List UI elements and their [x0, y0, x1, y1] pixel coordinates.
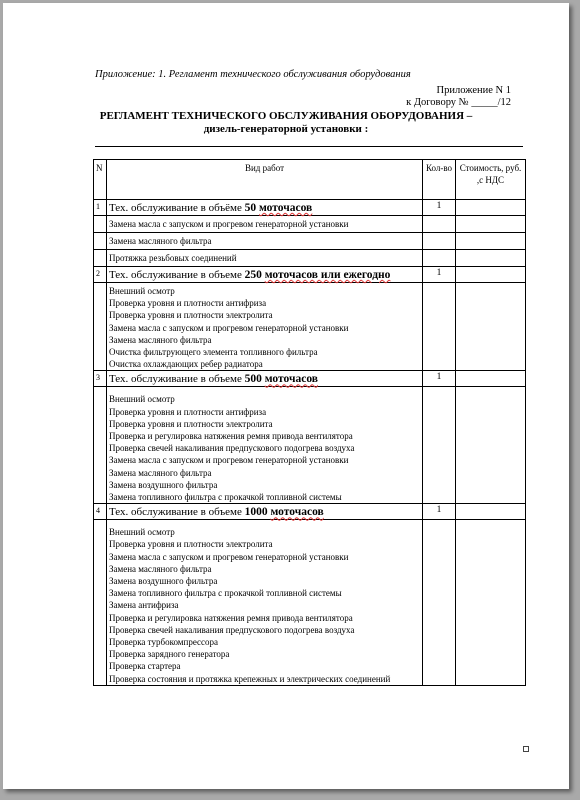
items-row	[94, 520, 526, 686]
header-rule	[95, 146, 523, 147]
work-item: Замена масляного фильтра	[107, 233, 423, 250]
work-item: Замена воздушного фильтра	[109, 479, 218, 490]
work-item: Внешний осмотр	[109, 286, 175, 296]
work-items-list	[107, 283, 423, 371]
work-item: Проверка уровня и плотности электролита	[109, 418, 273, 429]
item-number-cell	[94, 216, 107, 233]
item-row	[94, 233, 526, 250]
section-title	[107, 200, 423, 216]
section-title	[107, 267, 423, 283]
work-item: Проверка состояния и протяжка крепежных и электрических соединений	[109, 673, 391, 684]
work-item: Замена топливного фильтра с прокачкой топливной системы	[109, 492, 342, 503]
work-item: Внешний осмотр	[109, 394, 175, 405]
section-title-prefix: Тех. обслуживание в объёме	[109, 202, 245, 214]
appendix-note: Приложение: 1. Регламент технического обслуживания оборудования	[95, 69, 411, 80]
table-header-row	[94, 160, 526, 200]
work-item: Проверка свечей накаливания предпускового подогрева воздуха	[109, 443, 355, 454]
section-cost	[456, 267, 526, 283]
item-row	[94, 216, 526, 233]
section-title-unit: моточасов	[264, 373, 318, 386]
section-cost	[456, 200, 526, 216]
item-number-cell	[94, 250, 107, 267]
header-num: N	[94, 160, 107, 200]
item-quantity-cell	[423, 520, 456, 686]
work-item: Замена масла с запуском и прогревом генераторной установки	[109, 322, 349, 333]
section-number: 3	[94, 371, 107, 387]
paragraph-end-mark	[523, 746, 529, 752]
section-number: 1	[94, 200, 107, 216]
appendix-number: Приложение N 1	[436, 85, 511, 96]
work-item: Замена масла с запуском и прогревом генераторной установки	[109, 455, 349, 466]
work-item: Очистка фильтрующего элемента топливного фильтра	[109, 347, 318, 358]
document-title: РЕГЛАМЕНТ ТЕХНИЧЕСКОГО ОБСЛУЖИВАНИЯ ОБОРУДОВАНИЯ –	[99, 110, 473, 122]
header-work: Вид работ	[107, 160, 423, 200]
section-title-hours: 250	[244, 269, 265, 281]
item-number-cell	[94, 387, 107, 504]
document-page	[3, 3, 569, 789]
item-cost-cell	[456, 233, 526, 250]
item-cost-cell	[456, 520, 526, 686]
item-number-cell	[94, 520, 107, 686]
item-cost-cell	[456, 250, 526, 267]
section-quantity: 1	[423, 371, 456, 387]
section-row	[94, 200, 526, 216]
work-item: Замена масла с запуском и прогревом генераторной установки	[107, 216, 423, 233]
item-cost-cell	[456, 216, 526, 233]
work-item: Очистка охлаждающих ребер радиатора	[109, 359, 263, 370]
section-title-hours: 500	[244, 373, 265, 386]
section-title-prefix: Тех. обслуживание в объеме	[109, 373, 245, 386]
section-title-hours: 1000	[244, 506, 271, 519]
section-number: 2	[94, 267, 107, 283]
work-item: Проверка уровня и плотности электролита	[109, 310, 273, 321]
section-quantity: 1	[423, 200, 456, 216]
item-cost-cell	[456, 283, 526, 371]
section-title-unit: моточасов	[259, 202, 313, 214]
item-cost-cell	[456, 387, 526, 504]
work-item: Замена антифриза	[109, 600, 179, 611]
work-item: Внешний осмотр	[109, 527, 175, 538]
work-item: Замена воздушного фильтра	[109, 576, 218, 587]
section-title-unit: моточасов	[270, 506, 324, 519]
section-title	[107, 504, 423, 520]
work-item: Замена масла с запуском и прогревом генераторной установки	[109, 551, 349, 562]
item-number-cell	[94, 233, 107, 250]
item-quantity-cell	[423, 283, 456, 371]
section-title-prefix: Тех. обслуживание в объеме	[109, 506, 245, 519]
work-item: Замена масляного фильтра	[109, 563, 212, 574]
items-row	[94, 283, 526, 371]
contract-reference: к Договору № _____/12	[406, 97, 511, 108]
section-row	[94, 267, 526, 283]
item-row	[94, 250, 526, 267]
document-subtitle: дизель-генераторной установки :	[203, 123, 369, 135]
item-quantity-cell	[423, 216, 456, 233]
section-title-prefix: Тех. обслуживание в объеме	[109, 269, 245, 281]
work-item: Проверка свечей накаливания предпускового подогрева воздуха	[109, 624, 355, 635]
section-title-hours: 50	[244, 202, 259, 214]
item-quantity-cell	[423, 233, 456, 250]
work-item: Проверка стартера	[109, 661, 181, 672]
work-item: Проверка зарядного генератора	[109, 649, 230, 660]
section-quantity: 1	[423, 267, 456, 283]
work-item: Замена масляного фильтра	[109, 334, 212, 345]
work-items-list	[107, 387, 423, 504]
item-quantity-cell	[423, 250, 456, 267]
section-cost	[456, 504, 526, 520]
section-title	[107, 371, 423, 387]
work-item: Проверка уровня и плотности электролита	[109, 539, 273, 550]
work-items-list	[107, 520, 423, 686]
maintenance-table	[93, 159, 526, 686]
work-item: Проверка и регулировка натяжения ремня привода вентилятора	[109, 612, 353, 623]
work-item: Проверка турбокомпрессора	[109, 637, 219, 648]
section-row	[94, 371, 526, 387]
work-item: Замена топливного фильтра с прокачкой топливной системы	[109, 588, 342, 599]
item-quantity-cell	[423, 387, 456, 504]
section-quantity: 1	[423, 504, 456, 520]
header-qty: Кол-во	[423, 160, 456, 200]
work-item: Протяжка резьбовых соединений	[107, 250, 423, 267]
table-body	[94, 200, 526, 686]
header-cost: Стоимость, руб. ,с НДС	[456, 160, 526, 200]
work-item: Проверка и регулировка натяжения ремня привода вентилятора	[109, 431, 353, 442]
section-cost	[456, 371, 526, 387]
item-number-cell	[94, 283, 107, 371]
work-item: Проверка уровня и плотности антифриза	[109, 298, 267, 309]
section-row	[94, 504, 526, 520]
section-number: 4	[94, 504, 107, 520]
section-title-unit: моточасов или ежегодно	[264, 269, 391, 281]
items-row	[94, 387, 526, 504]
work-item: Замена масляного фильтра	[109, 467, 212, 478]
work-item: Проверка уровня и плотности антифриза	[109, 406, 267, 417]
